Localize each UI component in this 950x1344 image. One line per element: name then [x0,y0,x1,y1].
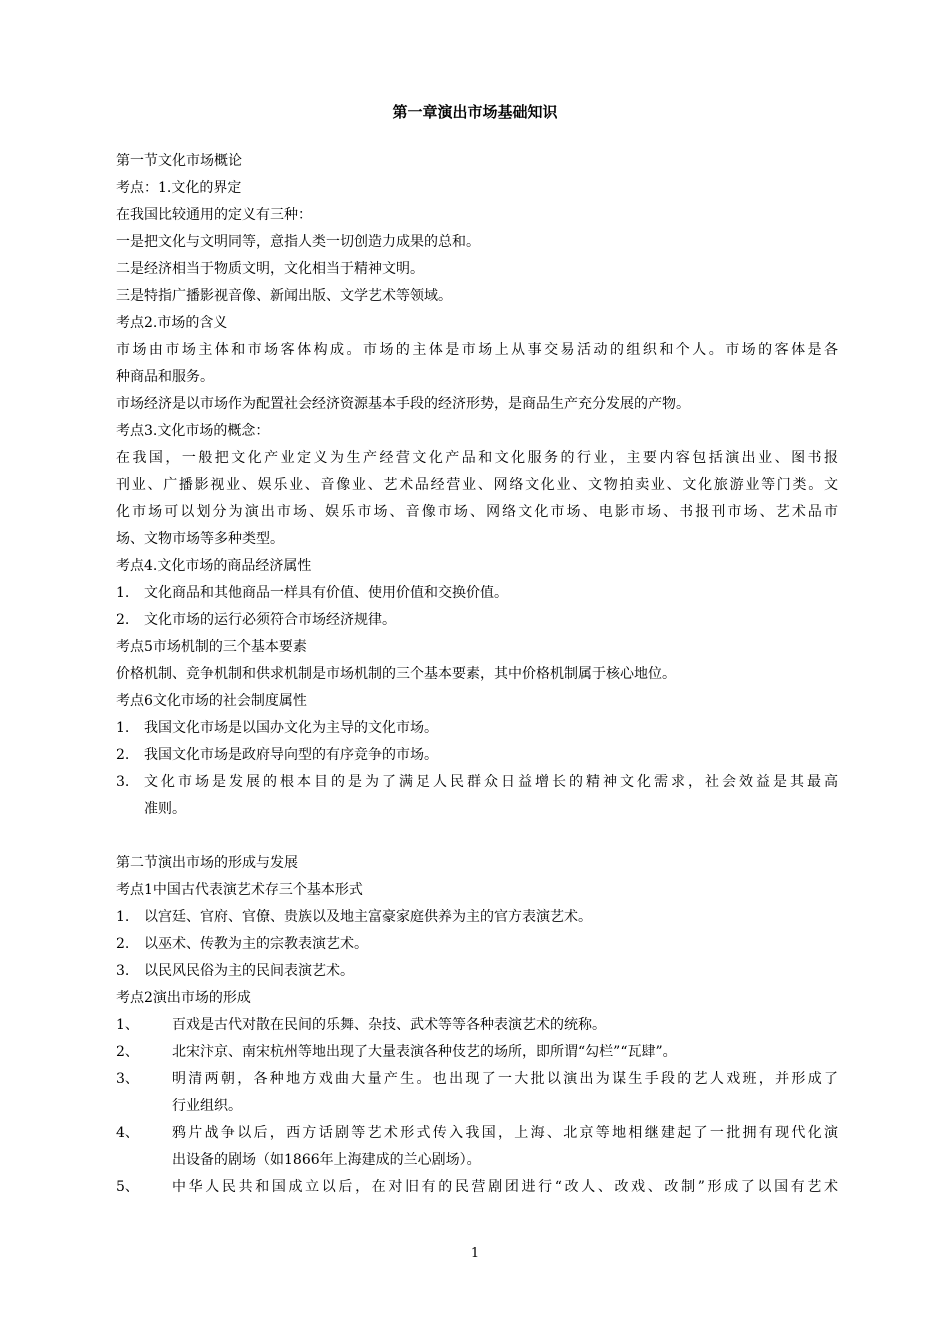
text-line [116,769,838,796]
list-item-text: 文化市场是发展的根本目的是为了满足人民群众日益增长的精神文化需求，社会效益是其最高 [144,774,838,790]
text-line [116,742,838,769]
list-item-text: 明清两朝，各种地方戏曲大量产生。也出现了一大批以演出为谋生手段的艺人戏班，并形成了 [172,1071,838,1087]
text-line: 价格机制、竞争机制和供求机制是市场机制的三个基本要素，其中价格机制属于核心地位。 [116,666,676,682]
chapter-title: 第一章演出市场基础知识 [392,103,558,121]
text-line: 刊业、广播影视业、娱乐业、音像业、艺术品经营业、网络文化业、文物拍卖业、文化旅游业等门类。文 [116,477,838,493]
text-line: 二是经济相当于物质文明，文化相当于精神文明。 [116,261,424,277]
text-line [116,1174,838,1201]
text-line: 考点1中国古代表演艺术存三个基本形式 [116,882,363,898]
list-number: 3. [116,963,130,979]
text-line: 第一节文化市场概论 [116,153,242,169]
text-line: 准则。 [144,801,186,817]
list-item-text: 文化市场的运行必须符合市场经济规律。 [144,612,396,628]
list-number: 4、 [116,1125,139,1141]
text-line: 一是把文化与文明同等，意指人类一切创造力成果的总和。 [116,234,480,250]
text-line [116,1039,838,1066]
text-line: 考点4.文化市场的商品经济属性 [116,558,312,574]
list-item-text: 以巫术、传教为主的宗教表演艺术。 [144,936,368,952]
document-body [116,148,838,1201]
text-line [116,715,838,742]
text-line: 考点3.文化市场的概念： [116,423,270,439]
text-line [116,1120,838,1147]
text-line: 考点2.市场的含义 [116,315,228,331]
list-number: 5、 [116,1179,139,1195]
text-line: 化市场可以划分为演出市场、娱乐市场、音像市场、网络文化市场、电影市场、书报刊市场、艺术品市 [116,504,838,520]
text-line: 市场由市场主体和市场客体构成。市场的主体是市场上从事交易活动的组织和个人。市场的客体是各 [116,342,838,358]
text-line: 在我国比较通用的定义有三种： [116,207,312,223]
list-number: 3、 [116,1071,139,1087]
list-number: 1. [116,720,130,736]
list-item-text: 文化商品和其他商品一样具有价值、使用价值和交换价值。 [144,585,508,601]
list-number: 2. [116,936,130,952]
text-line [116,904,838,931]
text-line: 考点6文化市场的社会制度属性 [116,693,307,709]
text-line: 考点：1.文化的界定 [116,180,242,196]
list-item-text: 中华人民共和国成立以后，在对旧有的民营剧团进行“改人、改戏、改制”形成了以国有艺术 [172,1179,838,1195]
text-line: 考点2演出市场的形成 [116,990,251,1006]
paragraph-gap [116,823,838,850]
list-number: 1. [116,585,130,601]
text-line: 出设备的剧场（如1866年上海建成的兰心剧场）。 [172,1152,481,1168]
list-number: 2. [116,747,130,763]
list-item-text: 北宋汴京、南宋杭州等地出现了大量表演各种伎艺的场所，即所谓“勾栏”“瓦肆”。 [172,1044,677,1060]
text-line: 考点5市场机制的三个基本要素 [116,639,307,655]
text-line [116,607,838,634]
list-item-text: 百戏是古代对散在民间的乐舞、杂技、武术等等各种表演艺术的统称。 [172,1017,606,1033]
text-line [116,931,838,958]
list-item-text: 以宫廷、官府、官僚、贵族以及地主富豪家庭供养为主的官方表演艺术。 [144,909,592,925]
list-number: 3. [116,774,130,790]
list-item-text: 以民风民俗为主的民间表演艺术。 [144,963,354,979]
list-number: 2、 [116,1044,139,1060]
text-line: 种商品和服务。 [116,369,214,385]
text-line: 三是特指广播影视音像、新闻出版、文学艺术等领域。 [116,288,452,304]
list-number: 2. [116,612,130,628]
text-line: 行业组织。 [172,1098,242,1114]
text-line [116,958,838,985]
text-line [116,1066,838,1093]
text-line: 在我国，一般把文化产业定义为生产经营文化产品和文化服务的行业，主要内容包括演出业、图书报 [116,450,838,466]
list-item-text: 鸦片战争以后，西方话剧等艺术形式传入我国，上海、北京等地相继建起了一批拥有现代化演 [172,1125,838,1141]
list-item-text: 我国文化市场是以国办文化为主导的文化市场。 [144,720,438,736]
text-line [116,580,838,607]
text-line: 第二节演出市场的形成与发展 [116,855,298,871]
list-number: 1、 [116,1017,139,1033]
text-line [116,1012,838,1039]
text-line: 市场经济是以市场作为配置社会经济资源基本手段的经济形势，是商品生产充分发展的产物。 [116,396,690,412]
list-number: 1. [116,909,130,925]
page-number: 1 [470,1246,480,1261]
list-item-text: 我国文化市场是政府导向型的有序竞争的市场。 [144,747,438,763]
text-line: 场、文物市场等多种类型。 [116,531,284,547]
